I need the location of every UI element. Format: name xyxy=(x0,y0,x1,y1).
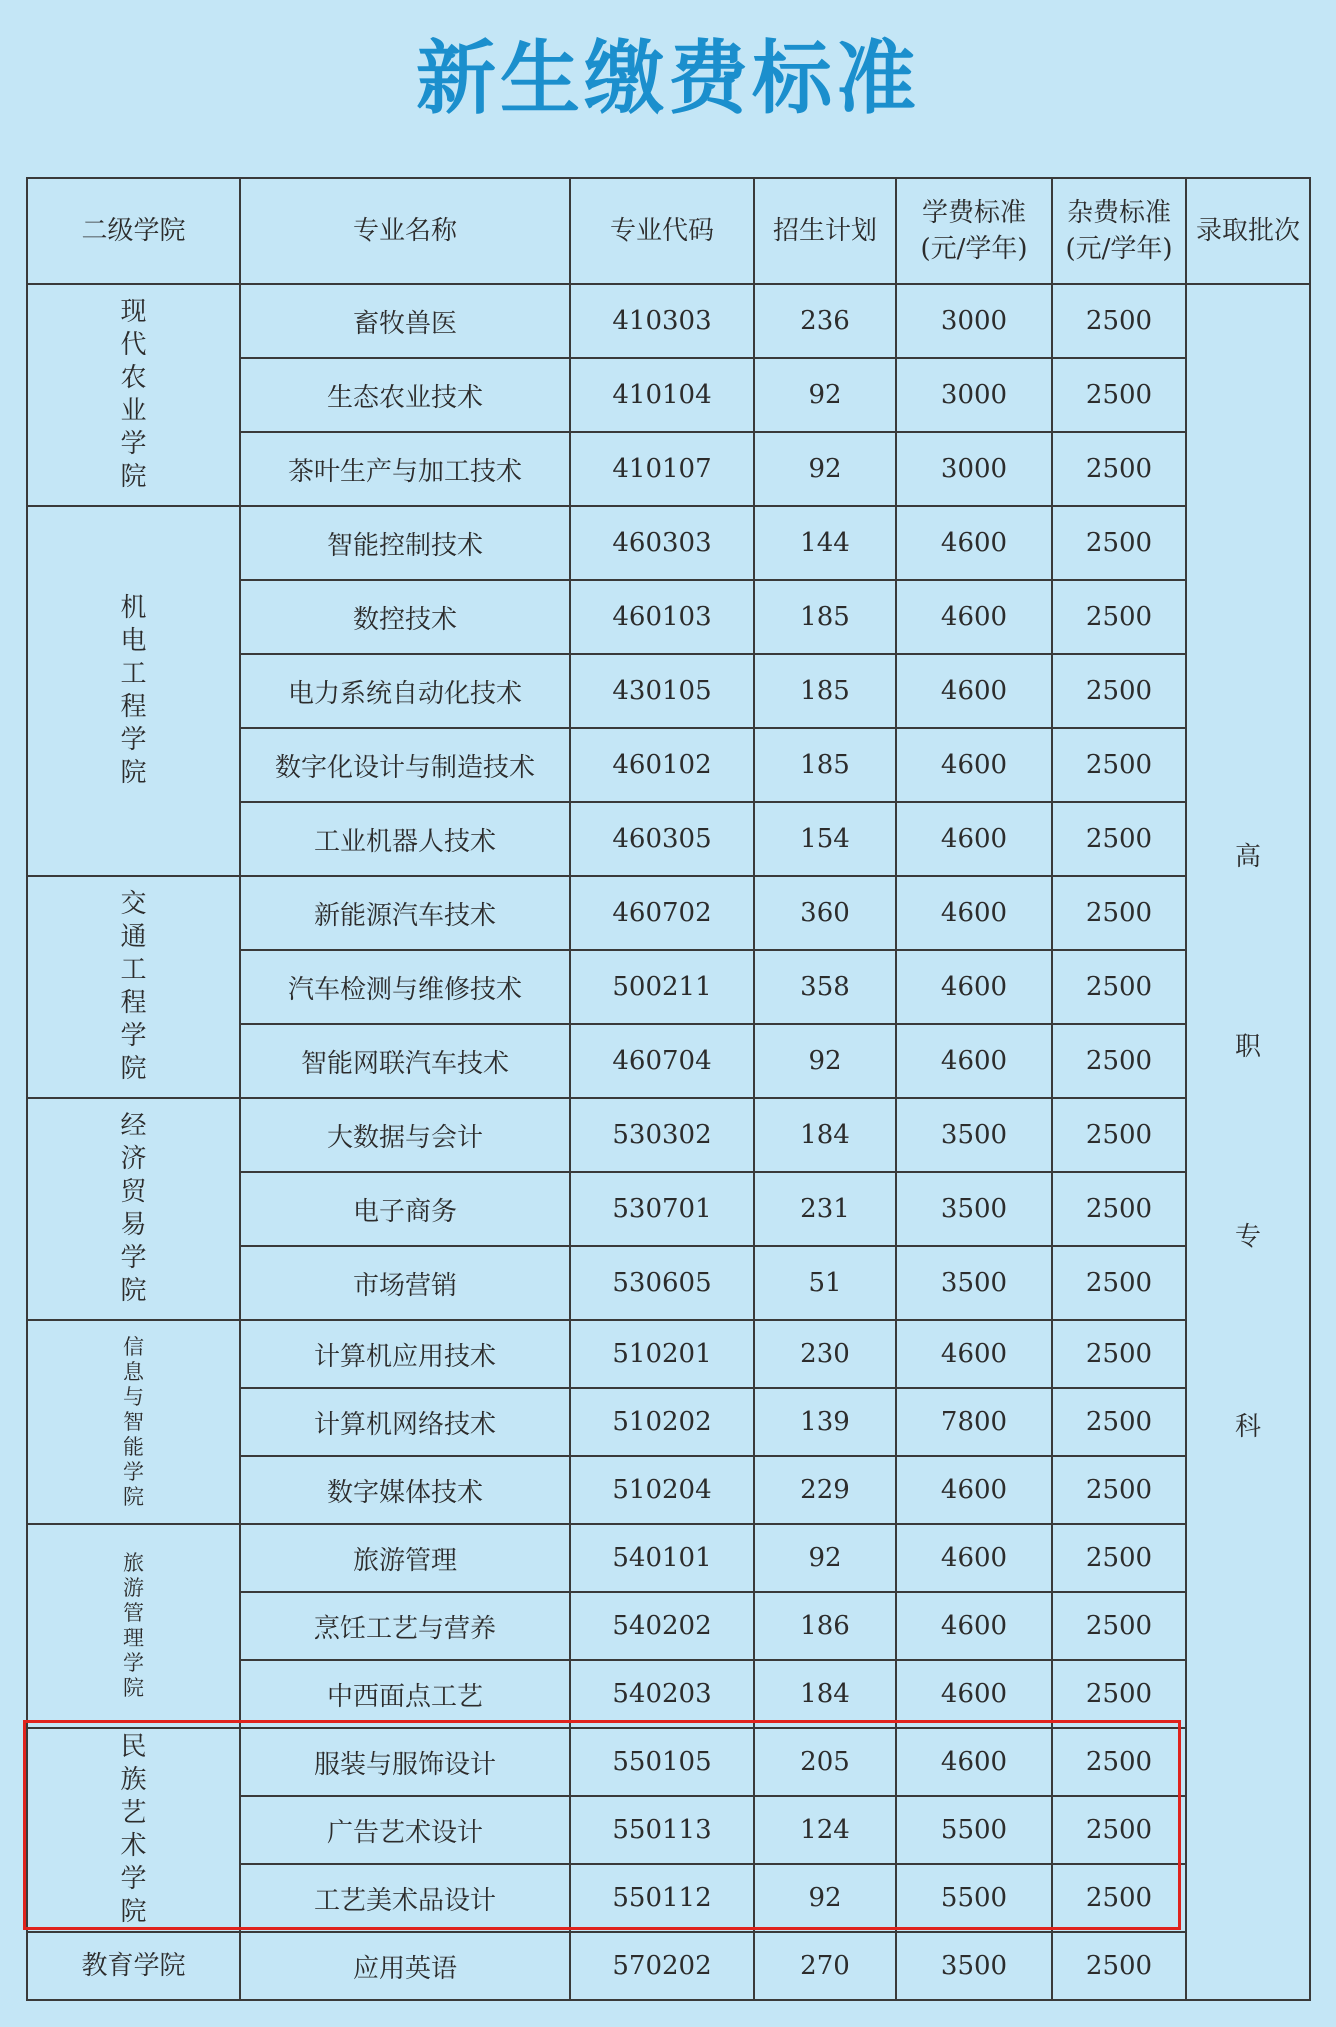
major-cell: 畜牧兽医 xyxy=(240,284,570,358)
college-name: 机电工程学院 xyxy=(120,593,147,788)
code-cell: 540203 xyxy=(570,1660,754,1728)
code-cell: 550113 xyxy=(570,1796,754,1864)
misc-cell: 2500 xyxy=(1052,1024,1186,1098)
major-cell: 茶叶生产与加工技术 xyxy=(240,432,570,506)
tuition-cell: 4600 xyxy=(896,1660,1052,1728)
college-name: 经济贸易学院 xyxy=(120,1111,147,1306)
college-name: 旅游管理学院 xyxy=(123,1551,144,1700)
table-row xyxy=(27,1932,1310,2000)
code-cell: 570202 xyxy=(570,1932,754,2000)
tuition-cell: 3000 xyxy=(896,432,1052,506)
code-cell: 510204 xyxy=(570,1456,754,1524)
plan-cell: 358 xyxy=(754,950,896,1024)
batch-label: 高职专科 xyxy=(1234,842,1261,1442)
college-cell xyxy=(27,876,240,1098)
table-header-row xyxy=(27,178,1310,284)
major-cell: 数字媒体技术 xyxy=(240,1456,570,1524)
misc-cell: 2500 xyxy=(1052,1864,1186,1932)
batch-cell xyxy=(1186,284,1310,2000)
misc-cell: 2500 xyxy=(1052,1246,1186,1320)
plan-cell: 186 xyxy=(754,1592,896,1660)
table-row xyxy=(27,1524,1310,1592)
code-cell: 540101 xyxy=(570,1524,754,1592)
tuition-cell: 7800 xyxy=(896,1388,1052,1456)
major-cell: 服装与服饰设计 xyxy=(240,1728,570,1796)
tuition-cell: 4600 xyxy=(896,1320,1052,1388)
college-cell xyxy=(27,284,240,506)
college-name: 现代农业学院 xyxy=(120,297,147,492)
major-cell: 电力系统自动化技术 xyxy=(240,654,570,728)
college-cell xyxy=(27,1524,240,1728)
college-cell xyxy=(27,1932,240,2000)
misc-cell: 2500 xyxy=(1052,1728,1186,1796)
misc-cell: 2500 xyxy=(1052,1388,1186,1456)
code-cell: 410104 xyxy=(570,358,754,432)
misc-cell: 2500 xyxy=(1052,1932,1186,2000)
plan-cell: 92 xyxy=(754,1024,896,1098)
code-cell: 460103 xyxy=(570,580,754,654)
tuition-cell: 3000 xyxy=(896,358,1052,432)
plan-cell: 184 xyxy=(754,1098,896,1172)
misc-cell: 2500 xyxy=(1052,728,1186,802)
major-cell: 市场营销 xyxy=(240,1246,570,1320)
misc-cell: 2500 xyxy=(1052,1592,1186,1660)
misc-cell: 2500 xyxy=(1052,1172,1186,1246)
tuition-cell: 3500 xyxy=(896,1246,1052,1320)
header-misc: 杂费标准 (元/学年) xyxy=(1052,178,1186,284)
plan-cell: 205 xyxy=(754,1728,896,1796)
plan-cell: 360 xyxy=(754,876,896,950)
plan-cell: 184 xyxy=(754,1660,896,1728)
table-row xyxy=(27,506,1310,580)
code-cell: 540202 xyxy=(570,1592,754,1660)
misc-cell: 2500 xyxy=(1052,506,1186,580)
tuition-cell: 3500 xyxy=(896,1098,1052,1172)
plan-cell: 92 xyxy=(754,1524,896,1592)
tuition-cell: 4600 xyxy=(896,506,1052,580)
major-cell: 智能网联汽车技术 xyxy=(240,1024,570,1098)
code-cell: 430105 xyxy=(570,654,754,728)
tuition-cell: 5500 xyxy=(896,1796,1052,1864)
misc-cell: 2500 xyxy=(1052,580,1186,654)
major-cell: 智能控制技术 xyxy=(240,506,570,580)
header-tuition: 学费标准 (元/学年) xyxy=(896,178,1052,284)
code-cell: 550112 xyxy=(570,1864,754,1932)
code-cell: 410303 xyxy=(570,284,754,358)
major-cell: 新能源汽车技术 xyxy=(240,876,570,950)
misc-cell: 2500 xyxy=(1052,802,1186,876)
table-row xyxy=(27,1320,1310,1388)
code-cell: 460704 xyxy=(570,1024,754,1098)
misc-cell: 2500 xyxy=(1052,1796,1186,1864)
major-cell: 烹饪工艺与营养 xyxy=(240,1592,570,1660)
header-code: 专业代码 xyxy=(570,178,754,284)
table-body xyxy=(27,284,1310,2000)
plan-cell: 124 xyxy=(754,1796,896,1864)
misc-cell: 2500 xyxy=(1052,1524,1186,1592)
plan-cell: 51 xyxy=(754,1246,896,1320)
major-cell: 计算机应用技术 xyxy=(240,1320,570,1388)
fee-table xyxy=(26,177,1311,2001)
misc-cell: 2500 xyxy=(1052,1660,1186,1728)
code-cell: 510202 xyxy=(570,1388,754,1456)
tuition-cell: 4600 xyxy=(896,580,1052,654)
page-title: 新生缴费标准 xyxy=(416,32,920,125)
major-cell: 工艺美术品设计 xyxy=(240,1864,570,1932)
college-name: 交通工程学院 xyxy=(120,889,147,1084)
plan-cell: 236 xyxy=(754,284,896,358)
tuition-cell: 3500 xyxy=(896,1172,1052,1246)
major-cell: 数控技术 xyxy=(240,580,570,654)
table-row xyxy=(27,1098,1310,1172)
plan-cell: 185 xyxy=(754,728,896,802)
tuition-cell: 3000 xyxy=(896,284,1052,358)
code-cell: 510201 xyxy=(570,1320,754,1388)
code-cell: 530605 xyxy=(570,1246,754,1320)
plan-cell: 185 xyxy=(754,654,896,728)
major-cell: 广告艺术设计 xyxy=(240,1796,570,1864)
table-row xyxy=(27,284,1310,358)
plan-cell: 229 xyxy=(754,1456,896,1524)
plan-cell: 92 xyxy=(754,358,896,432)
misc-cell: 2500 xyxy=(1052,284,1186,358)
plan-cell: 139 xyxy=(754,1388,896,1456)
misc-cell: 2500 xyxy=(1052,1320,1186,1388)
code-cell: 550105 xyxy=(570,1728,754,1796)
major-cell: 应用英语 xyxy=(240,1932,570,2000)
college-name: 教育学院 xyxy=(81,1950,186,1981)
code-cell: 460303 xyxy=(570,506,754,580)
tuition-cell: 4600 xyxy=(896,654,1052,728)
plan-cell: 231 xyxy=(754,1172,896,1246)
plan-cell: 230 xyxy=(754,1320,896,1388)
tuition-cell: 4600 xyxy=(896,1024,1052,1098)
major-cell: 中西面点工艺 xyxy=(240,1660,570,1728)
plan-cell: 92 xyxy=(754,432,896,506)
tuition-cell: 4600 xyxy=(896,802,1052,876)
code-cell: 460102 xyxy=(570,728,754,802)
major-cell: 汽车检测与维修技术 xyxy=(240,950,570,1024)
code-cell: 460305 xyxy=(570,802,754,876)
tuition-cell: 4600 xyxy=(896,876,1052,950)
tuition-cell: 4600 xyxy=(896,1524,1052,1592)
major-cell: 计算机网络技术 xyxy=(240,1388,570,1456)
college-name: 民族艺术学院 xyxy=(120,1732,147,1927)
misc-cell: 2500 xyxy=(1052,1456,1186,1524)
header-batch: 录取批次 xyxy=(1186,178,1310,284)
header-college: 二级学院 xyxy=(27,178,240,284)
tuition-cell: 4600 xyxy=(896,1456,1052,1524)
college-cell xyxy=(27,1728,240,1932)
tuition-cell: 4600 xyxy=(896,1728,1052,1796)
tuition-cell: 4600 xyxy=(896,728,1052,802)
misc-cell: 2500 xyxy=(1052,432,1186,506)
header-plan: 招生计划 xyxy=(754,178,896,284)
code-cell: 530302 xyxy=(570,1098,754,1172)
plan-cell: 185 xyxy=(754,580,896,654)
code-cell: 530701 xyxy=(570,1172,754,1246)
header-major: 专业名称 xyxy=(240,178,570,284)
plan-cell: 270 xyxy=(754,1932,896,2000)
major-cell: 工业机器人技术 xyxy=(240,802,570,876)
tuition-cell: 4600 xyxy=(896,950,1052,1024)
tuition-cell: 4600 xyxy=(896,1592,1052,1660)
major-cell: 旅游管理 xyxy=(240,1524,570,1592)
college-cell xyxy=(27,1320,240,1524)
code-cell: 410107 xyxy=(570,432,754,506)
major-cell: 电子商务 xyxy=(240,1172,570,1246)
major-cell: 生态农业技术 xyxy=(240,358,570,432)
misc-cell: 2500 xyxy=(1052,876,1186,950)
misc-cell: 2500 xyxy=(1052,1098,1186,1172)
misc-cell: 2500 xyxy=(1052,654,1186,728)
college-cell xyxy=(27,506,240,876)
code-cell: 460702 xyxy=(570,876,754,950)
table-row xyxy=(27,1728,1310,1796)
code-cell: 500211 xyxy=(570,950,754,1024)
plan-cell: 92 xyxy=(754,1864,896,1932)
tuition-cell: 5500 xyxy=(896,1864,1052,1932)
misc-cell: 2500 xyxy=(1052,950,1186,1024)
plan-cell: 144 xyxy=(754,506,896,580)
college-name: 信息与智能学院 xyxy=(123,1334,144,1509)
college-cell xyxy=(27,1098,240,1320)
plan-cell: 154 xyxy=(754,802,896,876)
major-cell: 数字化设计与制造技术 xyxy=(240,728,570,802)
tuition-cell: 3500 xyxy=(896,1932,1052,2000)
table-row xyxy=(27,876,1310,950)
misc-cell: 2500 xyxy=(1052,358,1186,432)
major-cell: 大数据与会计 xyxy=(240,1098,570,1172)
